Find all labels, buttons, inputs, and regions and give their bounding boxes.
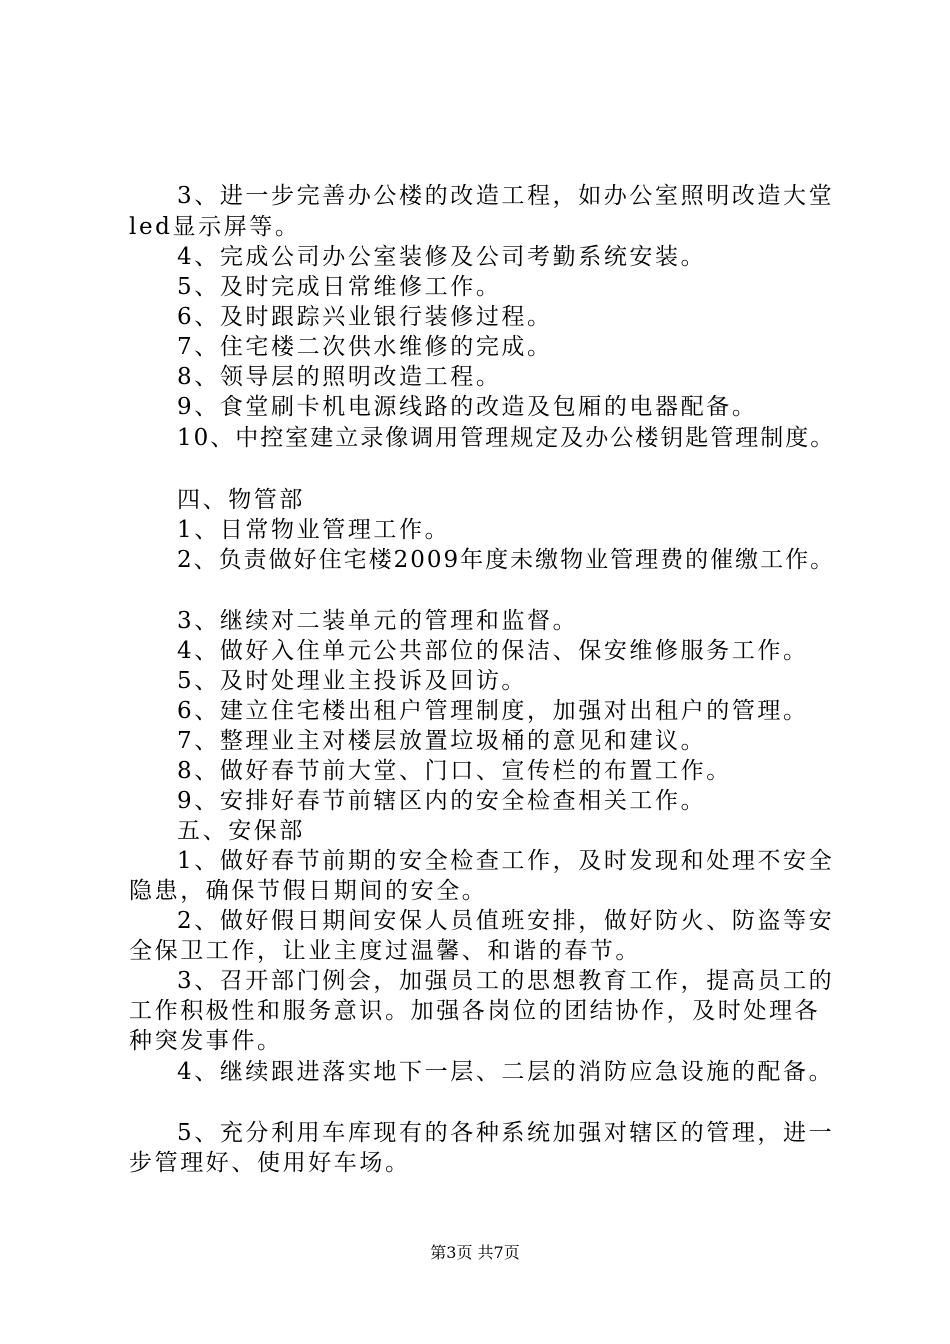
- text-line: led显示屏等。: [129, 214, 301, 240]
- text-line: 种突发事件。: [129, 1028, 283, 1054]
- text-line: 3、继续对二装单元的管理和监督。: [177, 608, 579, 634]
- text-line: 2、做好假日期间安保人员值班安排，做好防火、防盗等安: [177, 908, 835, 934]
- section-heading: 四、物管部: [177, 487, 305, 513]
- text-line: 10、中控室建立录像调用管理规定及办公楼钥匙管理制度。: [177, 425, 836, 451]
- page-footer: 第3页 共7页: [430, 1243, 520, 1262]
- text-line: 7、整理业主对楼层放置垃圾桶的意见和建议。: [177, 728, 707, 754]
- text-line: 步管理好、使用好车场。: [129, 1150, 411, 1176]
- text-line: 3、进一步完善办公楼的改造工程，如办公室照明改造大堂: [177, 183, 835, 209]
- text-line: 4、做好入住单元公共部位的保洁、保安维修服务工作。: [177, 638, 809, 664]
- text-line: 1、日常物业管理工作。: [177, 517, 451, 543]
- text-line: 8、做好春节前大堂、门口、宣传栏的布置工作。: [177, 758, 732, 784]
- text-line: 5、及时处理业主投诉及回访。: [177, 668, 528, 694]
- text-line: 隐患，确保节假日期间的安全。: [129, 878, 488, 904]
- text-line: 4、继续跟进落实地下一层、二层的消防应急设施的配备。: [177, 1059, 835, 1085]
- section-heading: 五、安保部: [177, 818, 305, 844]
- text-line: 6、及时跟踪兴业银行装修过程。: [177, 304, 553, 330]
- text-line: 3、召开部门例会，加强员工的思想教育工作，提高员工的: [177, 968, 835, 994]
- text-line: 5、及时完成日常维修工作。: [177, 274, 502, 300]
- text-line: 2、负责做好住宅楼2009年度未缴物业管理费的催缴工作。: [177, 547, 836, 573]
- text-line: 1、做好春节前期的安全检查工作，及时发现和处理不安全: [177, 848, 835, 874]
- text-line: 7、住宅楼二次供水维修的完成。: [177, 334, 553, 360]
- text-line: 4、完成公司办公室装修及公司考勤系统安装。: [177, 244, 707, 270]
- text-line: 6、建立住宅楼出租户管理制度，加强对出租户的管理。: [177, 698, 809, 724]
- text-line: 全保卫工作，让业主度过温馨、和谐的春节。: [129, 938, 641, 964]
- text-line: 5、充分利用车库现有的各种系统加强对辖区的管理，进一: [177, 1120, 835, 1146]
- text-line: 工作积极性和服务意识。加强各岗位的团结协作，及时处理各: [129, 998, 821, 1024]
- text-line: 9、食堂刷卡机电源线路的改造及包厢的电器配备。: [177, 394, 758, 420]
- text-line: 8、领导层的照明改造工程。: [177, 364, 502, 390]
- text-line: 9、安排好春节前辖区内的安全检查相关工作。: [177, 788, 707, 814]
